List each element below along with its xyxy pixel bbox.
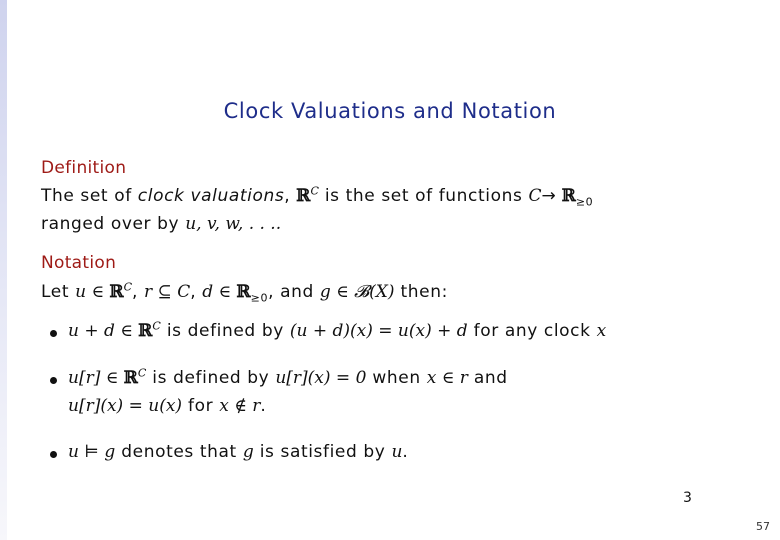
bullet-item-reset: u[r] ∈ ℝ$^C$ is defined by u[r](x) = 0 when x ∈ r and <box>68 366 508 388</box>
notation-let-line: Let u ∈ ℝ$^C$, r ⊆ C, d ∈ ℝ$_{\ge 0}$, and g ∈ 𝓑(X) then: <box>41 280 448 305</box>
bullet-item-shift: u + d ∈ ℝ$^C$ is defined by (u + d)(x) = u(x) + d for any clock x <box>68 319 607 341</box>
bullet-icon <box>50 451 57 458</box>
clock-valuations-term: clock valuations <box>137 186 285 206</box>
page-number: 3 <box>683 490 692 506</box>
bullet-item-reset-continuation: u[r](x) = u(x) for x ∉ r. <box>68 396 267 416</box>
valuation-variables: u, v, w, . . .. <box>185 214 282 234</box>
arrow-icon: → <box>541 186 556 206</box>
clock-set-symbol: C <box>528 186 542 206</box>
definition-line-1: The set of clock valuations, ℝ$^C$ is the set of functions C→ ℝ$_{\ge 0}$ <box>41 184 594 209</box>
bullet-icon <box>50 377 57 384</box>
real-set-symbol: ℝ <box>296 186 311 206</box>
bullet-icon <box>50 330 57 337</box>
left-sidebar-strip <box>0 0 7 540</box>
definition-heading: Definition <box>41 158 127 178</box>
definition-line-2: ranged over by u, v, w, . . .. <box>41 214 282 234</box>
notation-heading: Notation <box>41 253 117 273</box>
bullet-item-satisfies: u ⊨ g denotes that g is satisfied by u. <box>68 442 409 462</box>
slide-title: Clock Valuations and Notation <box>223 99 557 123</box>
slide-counter: 57 <box>756 520 770 533</box>
